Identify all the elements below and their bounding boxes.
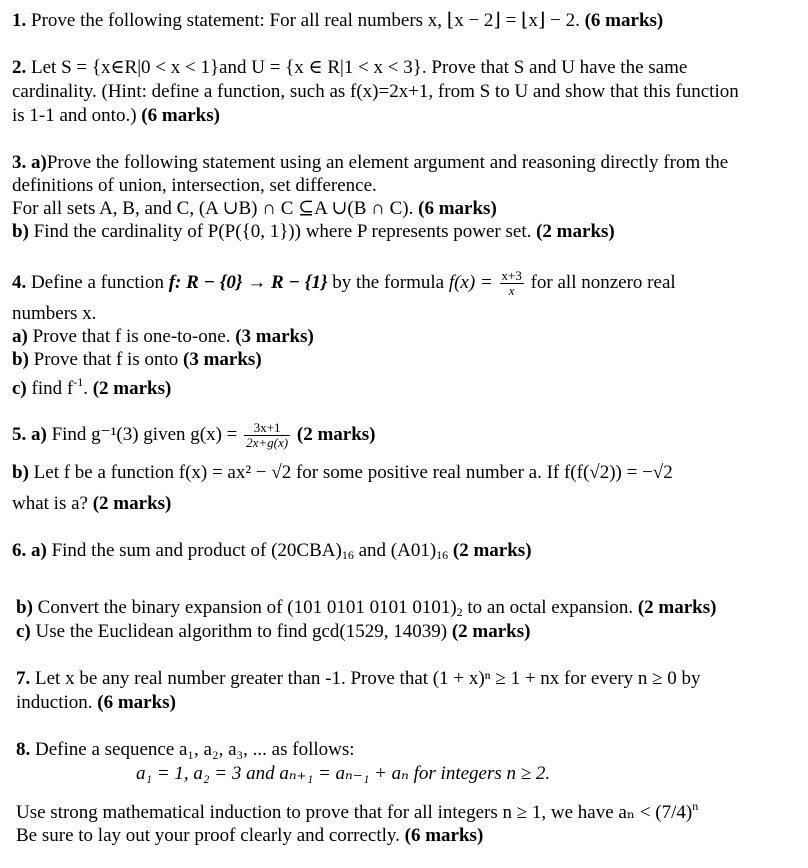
q7-number: 7. xyxy=(16,668,31,689)
q5b-marks: (2 marks) xyxy=(92,493,172,514)
q5b-text: Let f be a function f(x) = ax² − √2 for some positive real number a. If f(f(√2)) = −√2 xyxy=(33,462,673,483)
q6a-subscript-1: 16 xyxy=(341,548,354,562)
q4c-text: find f xyxy=(31,378,74,399)
q4a-label: a) xyxy=(12,326,28,347)
q4c-superscript: -1 xyxy=(73,375,84,389)
q6a-marks: (2 marks) xyxy=(452,540,532,561)
q4b-marks: (3 marks) xyxy=(183,349,262,370)
q7-marks: (6 marks) xyxy=(97,692,176,713)
question-6a xyxy=(12,539,532,567)
question-5b-line-2 xyxy=(12,492,171,515)
q6c-label: c) xyxy=(16,621,31,642)
question-2-line-3 xyxy=(12,104,220,127)
question-3a-line-1 xyxy=(12,151,728,174)
q7-line-2: induction. xyxy=(16,692,93,713)
q5a-fraction-numerator: 3x+1 xyxy=(244,421,290,436)
question-3a-line-3 xyxy=(12,197,497,220)
question-8-line-1 xyxy=(16,738,355,761)
q2-line-3: is 1-1 and onto.) xyxy=(12,105,137,126)
question-3b xyxy=(12,220,615,243)
q4-tail: for all nonzero real xyxy=(530,272,676,293)
q4a-text: Prove that f is one-to-one. xyxy=(32,326,231,347)
q3b-marks: (2 marks) xyxy=(536,221,615,242)
q3a-label: 3. a) xyxy=(12,152,47,173)
q4-fraction-denominator: x xyxy=(508,283,515,299)
q5b-line-2: what is a? xyxy=(12,493,88,514)
q8-line-4: Be sure to lay out your proof clearly and correctly. xyxy=(16,825,400,846)
question-1 xyxy=(12,9,663,32)
q4c-marks: (2 marks) xyxy=(92,378,172,399)
q4-fx: f(x) = xyxy=(448,272,493,293)
q8-number: 8. xyxy=(16,739,31,760)
q6b-label: b) xyxy=(16,597,33,618)
question-5b-line-1 xyxy=(12,461,673,484)
q4-line-2: numbers x. xyxy=(12,303,97,324)
q2-line-2: cardinality. (Hint: define a function, such as f(x)=2x+1, from S to U and show that this function xyxy=(12,81,739,102)
q3a-marks: (6 marks) xyxy=(418,198,497,219)
q8-line-1: Define a sequence a₁, a₂, a₃, ... as follows: xyxy=(35,739,355,760)
q6b-text-2: to an octal expansion. xyxy=(462,597,634,618)
question-8-line-4 xyxy=(16,824,483,847)
q3b-label: b) xyxy=(12,221,29,242)
q5b-label: b) xyxy=(12,462,29,483)
q8-power-base: (7/4) xyxy=(655,802,693,823)
question-4a xyxy=(12,325,314,348)
question-3a-line-2 xyxy=(12,174,377,197)
q4b-label: b) xyxy=(12,349,29,370)
question-2-line-2 xyxy=(12,80,739,103)
q8-marks: (6 marks) xyxy=(404,825,484,846)
q6c-marks: (2 marks) xyxy=(451,621,531,642)
q8-recurrence: a₁ = 1, a₂ = 3 and aₙ₊₁ = aₙ₋₁ + aₙ for integers n ≥ 2. xyxy=(136,763,551,784)
q7-line-1: Let x be any real number greater than -1. Prove that (1 + x)ⁿ ≥ 1 + nx for every n ≥ 0 by xyxy=(35,668,701,689)
q5a-fraction xyxy=(244,421,290,450)
q5a-text: Find g⁻¹(3) given g(x) = xyxy=(51,424,238,445)
question-6c xyxy=(16,620,530,643)
q4-fraction-numerator: x+3 xyxy=(501,268,522,284)
q3a-line-3: For all sets A, B, and C, (A ∪B) ∩ C ⊆A ∪(B ∩ C). xyxy=(12,198,414,219)
q4-function-signature: f: R − {0} → R − {1} xyxy=(168,272,328,293)
question-5a xyxy=(12,418,376,452)
q6a-label: 6. a) xyxy=(12,540,47,561)
question-8-line-2 xyxy=(136,762,550,785)
question-7-line-2 xyxy=(16,691,176,714)
q4c-label: c) xyxy=(12,378,27,399)
q6b-text: Convert the binary expansion of (101 0101 0101 0101) xyxy=(37,597,457,618)
q3b-text: Find the cardinality of P(P({0, 1})) where P represents power set. xyxy=(33,221,532,242)
q8-line-3: Use strong mathematical induction to prove that for all integers n ≥ 1, we have aₙ < xyxy=(16,802,651,823)
q4-number: 4. xyxy=(12,272,27,293)
q4b-text: Prove that f is onto xyxy=(33,349,179,370)
q8-power-exponent: n xyxy=(692,799,699,813)
question-2-line-1 xyxy=(12,56,687,79)
q6b-marks: (2 marks) xyxy=(637,597,717,618)
q2-line-1: Let S = {x∈R|0 < x < 1}and U = {x ∈ R|1 < x < 3}. Prove that S and U have the same xyxy=(31,57,688,78)
question-4b xyxy=(12,348,262,371)
q6a-text-1: Find the sum and product of (20CBA) xyxy=(51,540,342,561)
q4c-dot: . xyxy=(83,378,88,399)
q4-intro: Define a function xyxy=(31,272,164,293)
q1-number: 1. xyxy=(12,10,27,31)
question-7-line-1 xyxy=(16,667,701,690)
q6a-text-2: and (A01) xyxy=(353,540,437,561)
q2-number: 2. xyxy=(12,57,27,78)
question-4-line-2 xyxy=(12,302,96,325)
q1-marks: (6 marks) xyxy=(584,10,664,31)
q4a-marks: (3 marks) xyxy=(235,326,314,347)
question-4c xyxy=(12,371,171,400)
q3a-line-1: Prove the following statement using an element argument and reasoning directly from the xyxy=(46,152,729,173)
q3a-line-2: definitions of union, intersection, set difference. xyxy=(12,175,377,196)
question-8-line-3 xyxy=(16,791,698,828)
q2-marks: (6 marks) xyxy=(141,105,220,126)
q5a-label: 5. a) xyxy=(12,424,47,445)
q6a-subscript-2: 16 xyxy=(436,548,449,562)
q4-by: by the formula xyxy=(332,272,445,293)
q6b-subscript: 2 xyxy=(456,605,463,619)
q5a-marks: (2 marks) xyxy=(296,424,376,445)
q1-text: Prove the following statement: For all real numbers x, ⌊x − 2⌋ = ⌊x⌋ − 2. xyxy=(31,10,580,31)
q5a-fraction-denominator: 2x+g(x) xyxy=(246,435,289,451)
q6c-text: Use the Euclidean algorithm to find gcd(1529, 14039) xyxy=(35,621,448,642)
q4-fraction xyxy=(500,269,524,298)
question-4-line-1 xyxy=(12,266,676,300)
